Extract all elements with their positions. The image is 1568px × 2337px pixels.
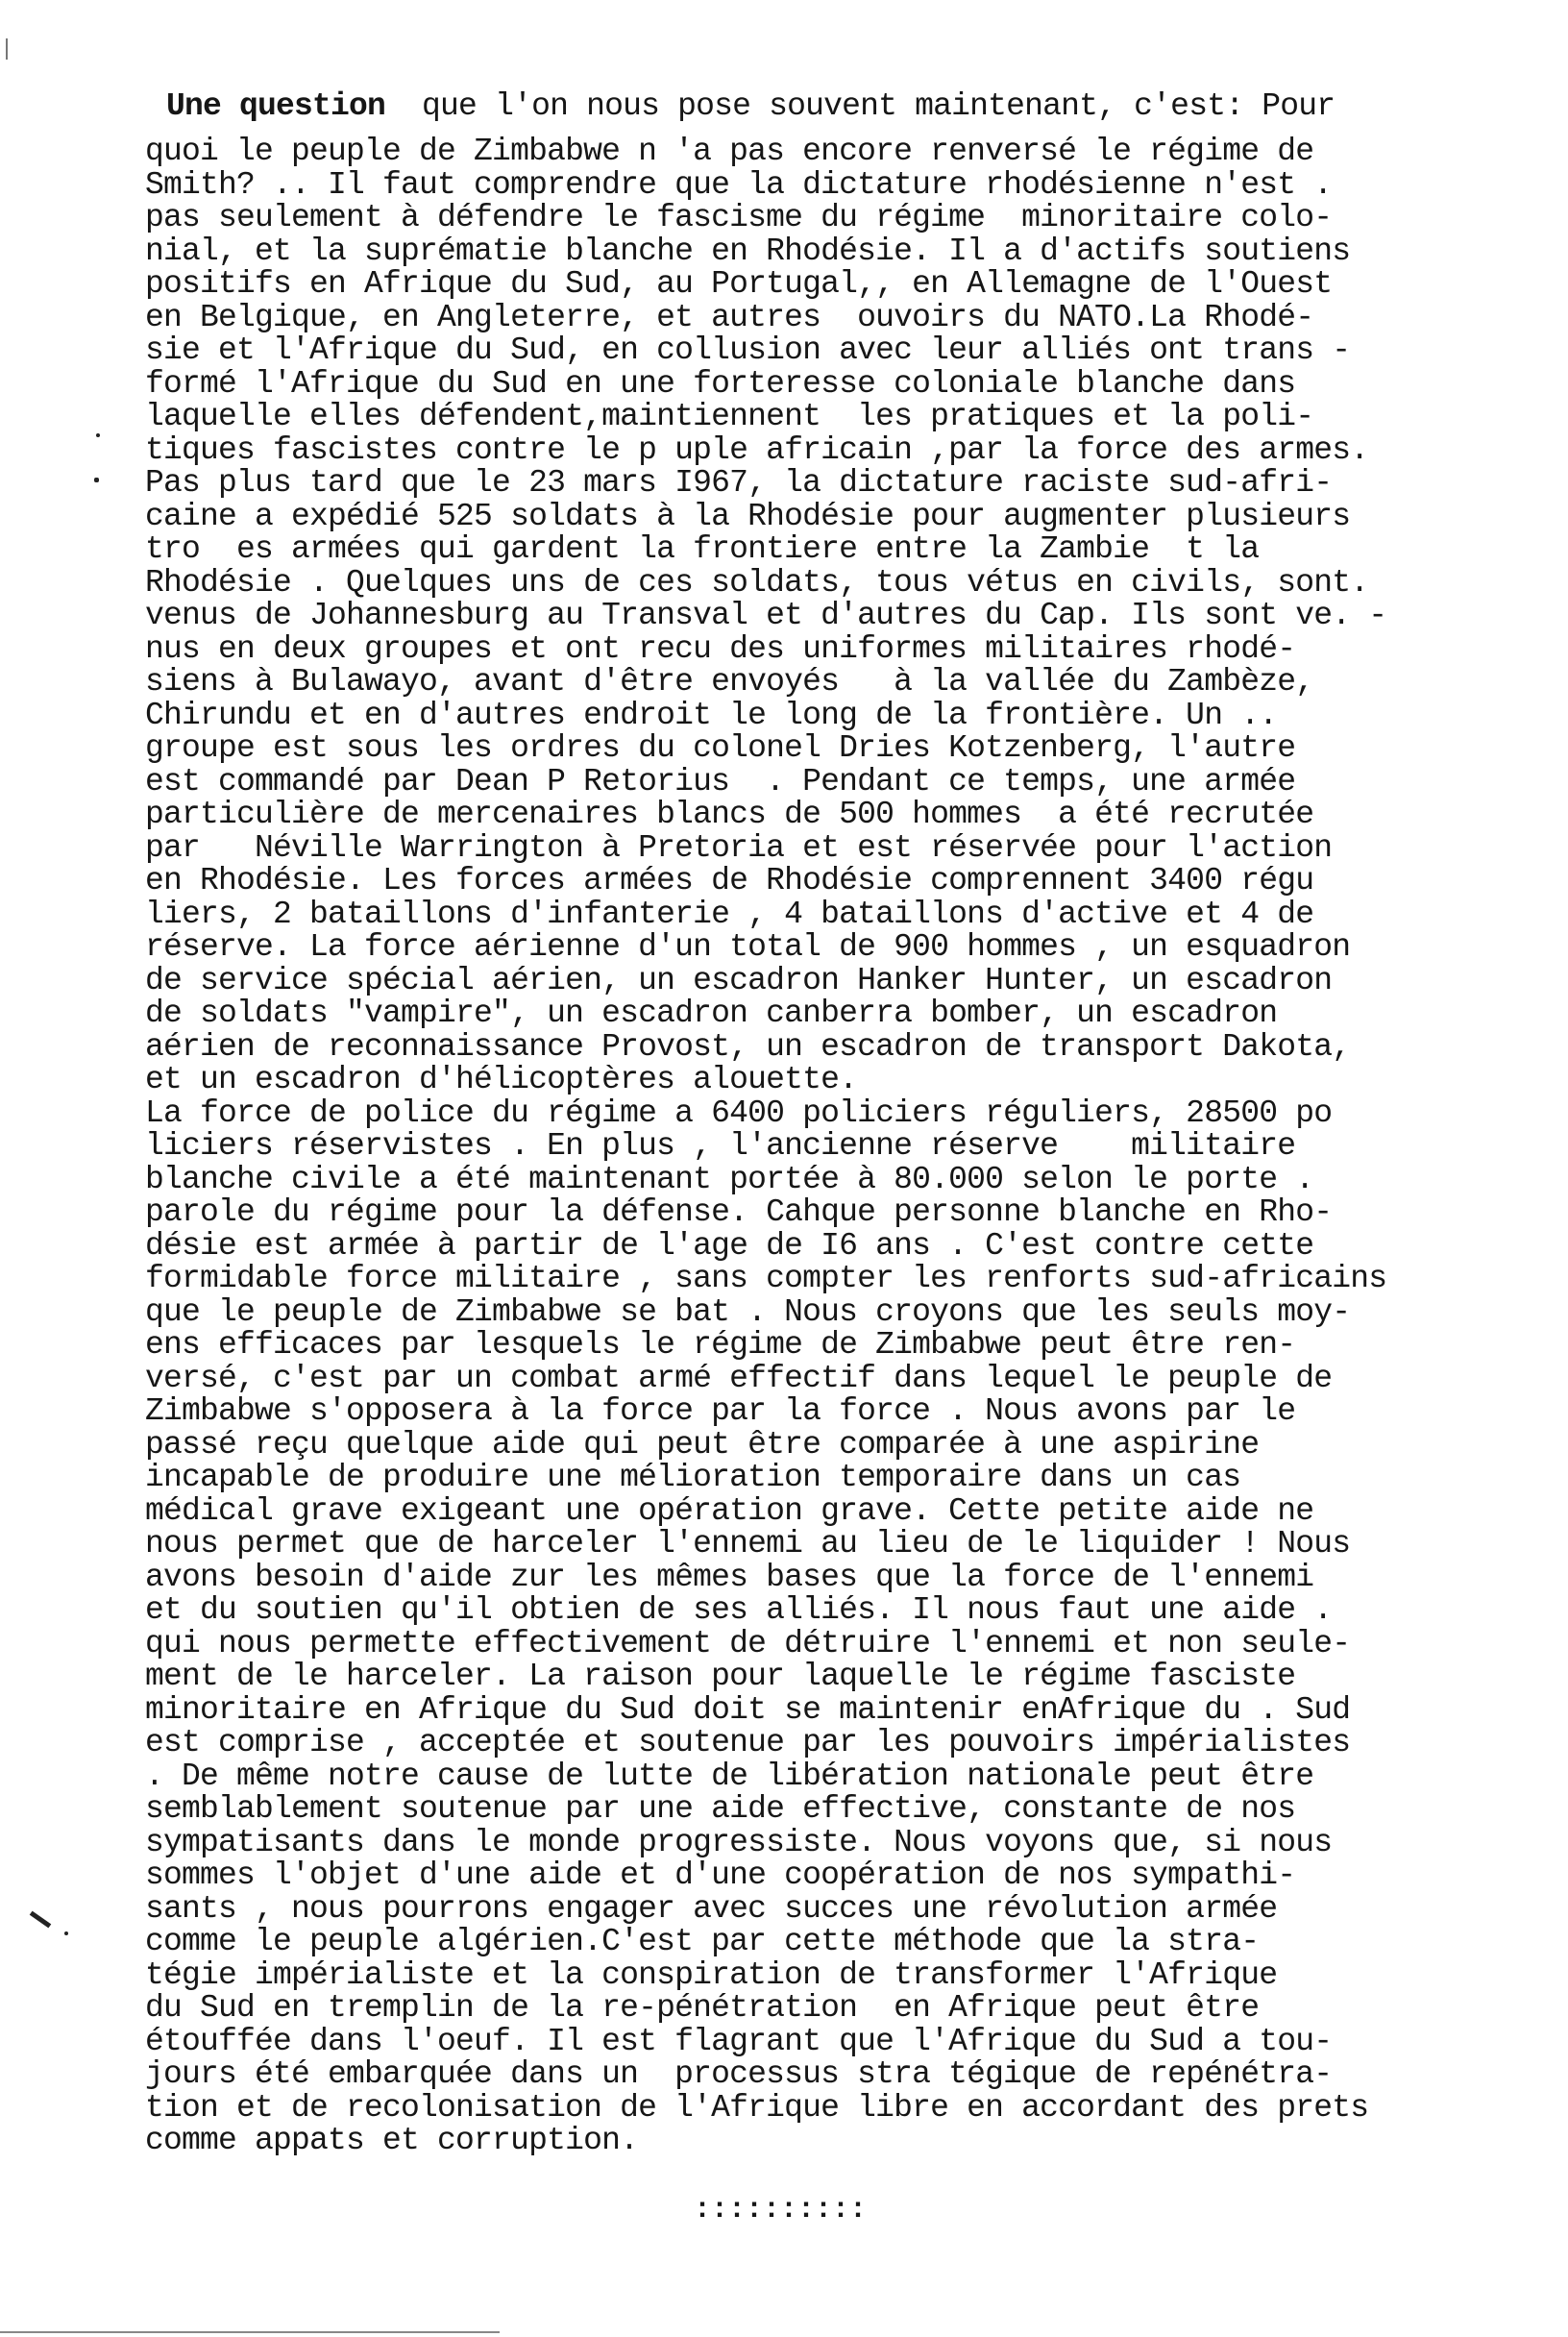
text-line: blanche civile a été maintenant portée à 80.000 selon le porte . bbox=[145, 1161, 1314, 1197]
text-line: formidable force militaire , sans compter les renforts sud-africains bbox=[145, 1261, 1387, 1296]
text-line: tion et de recolonisation de l'Afrique libre en accordant des prets bbox=[145, 2089, 1369, 2126]
text-line: minoritaire en Afrique du Sud doit se maintenir enAfrique du . Sud bbox=[145, 1691, 1351, 1728]
text-line: parole du régime pour la défense. Cahque personne blanche en Rho- bbox=[145, 1194, 1333, 1230]
text-line: incapable de produire une mélioration temporaire dans un cas bbox=[145, 1460, 1241, 1495]
text-line: sympatisants dans le monde progressiste. Nous voyons que, si nous bbox=[145, 1824, 1333, 1860]
text-line: en Belgique, en Angleterre, et autres ouvoirs du NATO.La Rhodé- bbox=[145, 299, 1314, 335]
body-paragraph bbox=[145, 135, 1490, 2158]
scan-speck bbox=[96, 433, 100, 437]
text-line: Rhodésie . Quelques uns de ces soldats, tous vétus en civils, sont. bbox=[145, 564, 1369, 601]
text-line: particulière de mercenaires blancs de 500 hommes a été recrutée bbox=[145, 797, 1314, 832]
text-line: avons besoin d'aide zur les mêmes bases que la force de l'ennemi bbox=[145, 1559, 1314, 1595]
text-line: et du soutien qu'il obtien de ses alliés. Il nous faut une aide . bbox=[145, 1592, 1333, 1628]
text-line: aérien de reconnaissance Provost, un escadron de transport Dakota, bbox=[145, 1028, 1351, 1065]
text-line: ens efficaces par lesquels le régime de Zimbabwe peut être ren- bbox=[145, 1327, 1296, 1363]
text-line: laquelle elles défendent,maintiennent les pratiques et la poli- bbox=[145, 399, 1314, 434]
text-line: sie et l'Afrique du Sud, en collusion avec leur alliés ont trans - bbox=[145, 332, 1351, 368]
text-line: du Sud en tremplin de la re-pénétration en Afrique peut être bbox=[145, 1990, 1260, 2026]
text-line: Smith? .. Il faut comprendre que la dictature rhodésienne n'est . bbox=[145, 166, 1333, 203]
text-line: siens à Bulawayo, avant d'être envoyés à la vallée du Zambèze, bbox=[145, 664, 1314, 700]
text-line: tro es armées qui gardent la frontiere entre la Zambie t la bbox=[145, 531, 1260, 567]
text-line: en Rhodésie. Les forces armées de Rhodésie comprennent 3400 régu bbox=[145, 863, 1314, 898]
text-line: La force de police du régime a 6400 policiers réguliers, 28500 po bbox=[145, 1095, 1333, 1131]
text-line: nus en deux groupes et ont recu des uniformes militaires rhodé- bbox=[145, 630, 1296, 667]
text-line: de service spécial aérien, un escadron Hanker Hunter, un escadron bbox=[145, 962, 1333, 998]
opening-line-rest: que l'on nous pose souvent maintenant, c'est: Pour bbox=[385, 88, 1335, 124]
text-line: comme appats et corruption. bbox=[145, 2123, 639, 2158]
text-line: groupe est sous les ordres du colonel Dries Kotzenberg, l'autre bbox=[145, 730, 1296, 766]
text-line: Chirundu et en d'autres endroit le long de la frontière. Un .. bbox=[145, 697, 1278, 733]
text-line: est comprise , acceptée et soutenue par les pouvoirs impérialistes bbox=[145, 1725, 1351, 1760]
text-line: réserve. La force aérienne d'un total de 900 hommes , un esquadron bbox=[145, 929, 1351, 965]
opening-line bbox=[166, 86, 1335, 127]
text-line: venus de Johannesburg au Transval et d'autres du Cap. Ils sont ve. - bbox=[145, 598, 1387, 633]
text-line: sants , nous pourrons engager avec succes une révolution armée bbox=[145, 1890, 1278, 1927]
text-line: tiques fascistes contre le p uple africain ,par la force des armes. bbox=[145, 431, 1369, 468]
text-line: de soldats "vampire", un escadron canberra bomber, un escadron bbox=[145, 996, 1278, 1031]
scan-margin-mark bbox=[30, 1911, 52, 1929]
opening-bold-words: Une question bbox=[166, 88, 386, 124]
scan-bottom-edge bbox=[0, 2331, 500, 2333]
text-line: et un escadron d'hélicoptères alouette. bbox=[145, 1062, 858, 1097]
text-line: pas seulement à défendre le fascisme du régime minoritaire colo- bbox=[145, 200, 1333, 235]
text-line: quoi le peuple de Zimbabwe n 'a pas encore renversé le régime de bbox=[145, 134, 1314, 169]
text-line: par Néville Warrington à Pretoria et est réservée pour l'action bbox=[145, 829, 1333, 866]
text-line: désie est armée à partir de l'age de I6 ans . C'est contre cette bbox=[145, 1227, 1314, 1264]
text-line: liers, 2 bataillons d'infanterie , 4 bataillons d'active et 4 de bbox=[145, 896, 1314, 932]
text-line: caine a expédié 525 soldats à la Rhodésie pour augmenter plusieurs bbox=[145, 498, 1351, 534]
text-line: est commandé par Dean P Retorius . Pendant ce temps, une armée bbox=[145, 763, 1296, 800]
text-line: liciers réservistes . En plus , l'ancienne réserve militaire bbox=[145, 1128, 1296, 1164]
text-line: médical grave exigeant une opération grave. Cette petite aide ne bbox=[145, 1492, 1314, 1529]
text-line: passé reçu quelque aide qui peut être comparée à une aspirine bbox=[145, 1426, 1260, 1463]
scan-speck bbox=[64, 1931, 68, 1935]
text-line: étouffée dans l'oeuf. Il est flagrant que l'Afrique du Sud a tou- bbox=[145, 2023, 1333, 2059]
text-line: . De même notre cause de lutte de libération nationale peut être bbox=[145, 1758, 1314, 1794]
text-line: sommes l'objet d'une aide et d'une coopération de nos sympathi- bbox=[145, 1857, 1296, 1893]
text-line: nous permet que de harceler l'ennemi au lieu de le liquider ! Nous bbox=[145, 1526, 1351, 1562]
text-line: nial, et la suprématie blanche en Rhodésie. Il a d'actifs soutiens bbox=[145, 233, 1351, 269]
text-line: formé l'Afrique du Sud en une forteresse coloniale blanche dans bbox=[145, 365, 1296, 402]
text-line: positifs en Afrique du Sud, au Portugal,, en Allemagne de l'Ouest bbox=[145, 266, 1333, 302]
text-line: jours été embarquée dans un processus stra tégique de repénétra- bbox=[145, 2056, 1333, 2092]
text-line: Pas plus tard que le 23 mars I967, la dictature raciste sud-afri- bbox=[145, 465, 1333, 501]
text-line: comme le peuple algérien.C'est par cette méthode que la stra- bbox=[145, 1924, 1260, 1959]
text-line: tégie impérialiste et la conspiration de transformer l'Afrique bbox=[145, 1956, 1278, 1993]
text-line: ment de le harceler. La raison pour laquelle le régime fasciste bbox=[145, 1659, 1296, 1694]
scan-speck bbox=[94, 478, 99, 482]
scan-edge-mark bbox=[6, 38, 8, 60]
text-line: qui nous permette effectivement de détruire l'ennemi et non seule- bbox=[145, 1625, 1351, 1661]
text-line: versé, c'est par un combat armé effectif dans lequel le peuple de bbox=[145, 1360, 1333, 1396]
text-line: Zimbabwe s'opposera à la force par la force . Nous avons par le bbox=[145, 1393, 1296, 1429]
closing-separator: :::::::::: bbox=[694, 2194, 868, 2226]
text-line: semblablement soutenue par une aide effective, constante de nos bbox=[145, 1791, 1296, 1827]
text-line: que le peuple de Zimbabwe se bat . Nous croyons que les seuls moy- bbox=[145, 1293, 1351, 1330]
